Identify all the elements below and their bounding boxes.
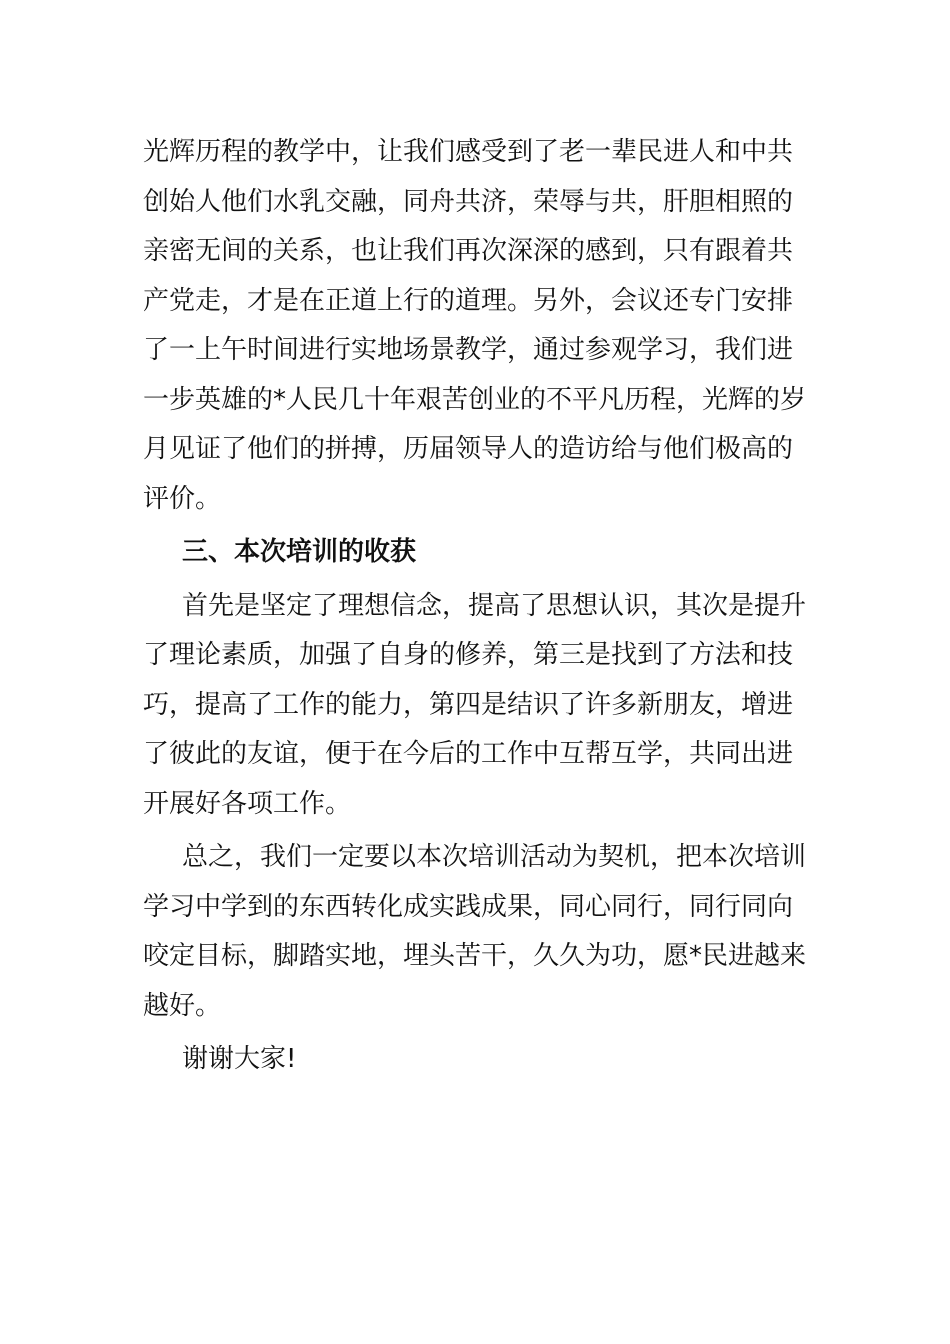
text-line: 谢谢大家! — [182, 1044, 297, 1074]
paragraph-history-teaching — [143, 128, 807, 524]
text-line: 了彼此的友谊，便于在今后的工作中互帮互学，共同出进 — [143, 739, 794, 769]
section-heading: 三、本次培训的收获 — [182, 537, 417, 567]
text-line: 首先是坚定了理想信念，提高了思想认识，其次是提升 — [182, 590, 807, 621]
text-line: 巧，提高了工作的能力，第四是结识了许多新朋友，增进 — [143, 689, 794, 720]
text-line: 产党走，才是在正道上行的道理。另外，会议还专门安排 — [143, 285, 794, 316]
text-line: 开展好各项工作。 — [143, 788, 352, 819]
paragraph-training-gains — [143, 582, 807, 830]
document-body — [143, 128, 807, 1085]
text-line: 了理论素质，加强了自身的修养，第三是找到了方法和技 — [143, 640, 794, 670]
text-line: 月见证了他们的拼搏，历届领导人的造访给与他们极高的 — [143, 434, 794, 464]
paragraph-conclusion — [143, 833, 807, 1031]
text-line: 学习中学到的东西转化成实践成果，同心同行，同行同向 — [143, 891, 794, 922]
text-line: 越好。 — [143, 990, 222, 1021]
text-line: 一步英雄的*人民几十年艰苦创业的不平凡历程，光辉的岁 — [143, 384, 807, 415]
text-line: 了一上午时间进行实地场景教学，通过参观学习，我们进 — [143, 335, 794, 365]
text-line: 创始人他们水乳交融，同舟共济，荣辱与共，肝胆相照的 — [143, 186, 794, 217]
closing-thanks — [143, 1035, 807, 1085]
text-line: 光辉历程的教学中，让我们感受到了老一辈民进人和中共 — [143, 137, 794, 167]
text-line: 亲密无间的关系，也让我们再次深深的感到，只有跟着共 — [143, 236, 794, 266]
text-line: 评价。 — [143, 483, 222, 514]
text-line: 咬定目标，脚踏实地，埋头苦干，久久为功，愿*民进越来 — [143, 941, 807, 971]
text-line: 总之，我们一定要以本次培训活动为契机，把本次培训 — [182, 842, 807, 872]
